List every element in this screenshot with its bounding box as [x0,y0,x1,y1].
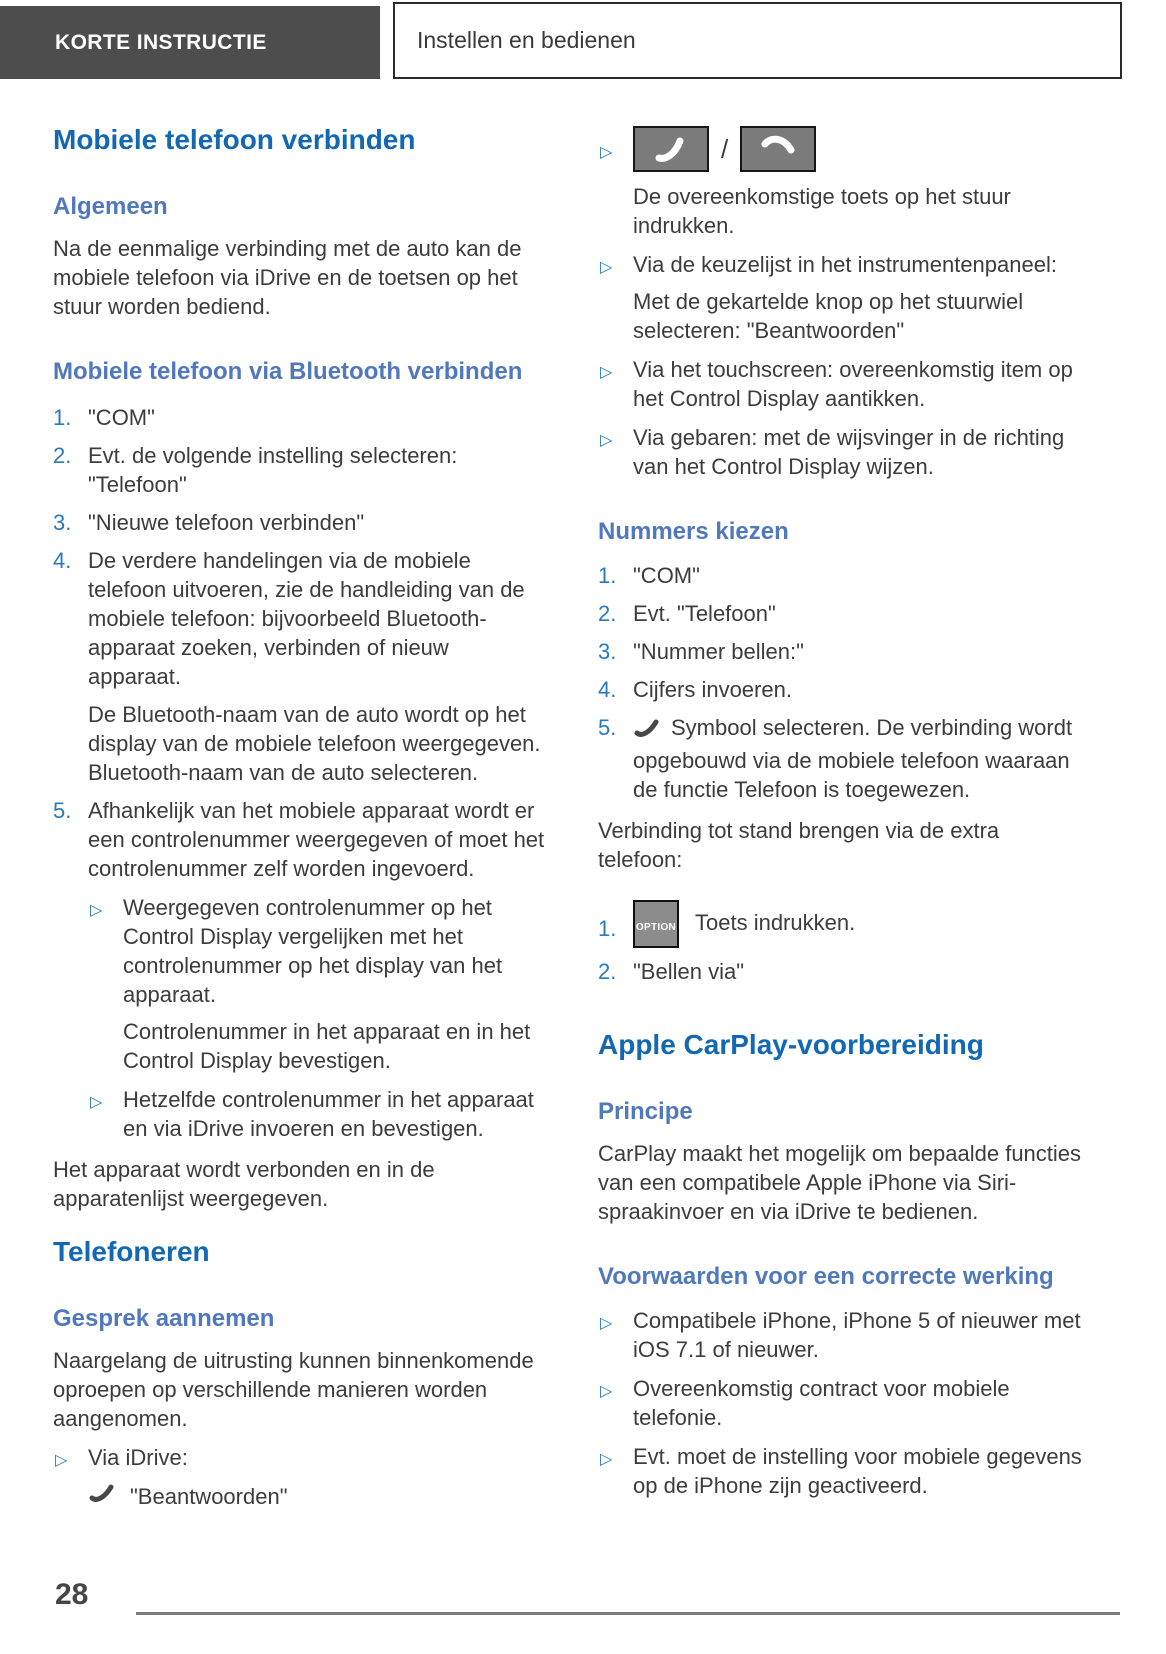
left-column [53,108,545,1511]
step-item [598,637,1088,666]
step-number: 4. [53,548,72,573]
heading-mobile-phone-connect: Mobiele telefoon verbinden [53,124,416,155]
step-text: Evt. "Telefoon" [633,601,776,626]
triangle-bullet-icon: ▷ [600,1383,613,1400]
header-section-label: Instellen en bedienen [417,27,636,53]
step-item [598,599,1088,628]
phone-receiver-icon [633,717,661,746]
bullet-text: Overeenkomstig contract voor mobiele telefonie. [633,1376,1010,1430]
option-key-image [633,900,679,948]
phone-end-icon [756,133,800,165]
heading-requirements: Voorwaarden voor een correcte werking [598,1263,1054,1290]
sub-bullet-item [88,893,545,1075]
heading-principle: Principe [598,1098,693,1125]
bullet-text: Via iDrive: [88,1445,188,1470]
header-section-box [393,2,1122,79]
step-text: "Bellen via" [633,959,745,984]
sub-bullet-item [88,1085,545,1143]
step-number: 3. [598,639,617,664]
paragraph-general: Na de eenmalige verbinding met de auto kan de mobiele telefoon via iDrive en de toetsen op het stuur worden bediend. [53,236,522,319]
step-text: "Nummer bellen:" [633,639,804,664]
phone-end-button-image [740,126,816,172]
sub-bullet-text: Weergegeven controlenummer op het Control Display vergelijken met het controlenummer op het display van het apparaat. [123,895,503,1007]
bullet-touchscreen [598,355,1088,413]
step-item [598,713,1088,804]
steering-button-row [633,124,1088,174]
step-item [598,957,1088,986]
header-chapter-label: KORTE INSTRUCTIE [55,30,267,54]
triangle-bullet-icon: ▷ [90,1094,103,1111]
bullet-item [598,1374,1088,1432]
step-number: 2. [598,959,617,984]
step-text: "COM" [88,405,155,430]
triangle-bullet-icon: ▷ [600,1451,613,1468]
triangle-bullet-icon: ▷ [600,1315,613,1332]
triangle-bullet-icon: ▷ [55,1452,68,1469]
step-extra-text: De Bluetooth-naam van de auto wordt op het display van de mobiele telefoon weergegeven. Bluetooth-naam van de auto selecteren. [88,702,541,785]
phone-accept-button-image [633,126,709,172]
step-text [633,713,1088,804]
step-number: 1. [598,916,617,941]
heading-carplay: Apple CarPlay-voorbereiding [598,1029,984,1060]
step-text [633,900,1088,948]
step-sub-bullets [88,893,545,1143]
step-number: 5. [598,715,617,740]
step-text: "COM" [633,563,700,588]
option-steps [598,900,1088,986]
sub-bullet-extra-text: Controlenummer in het apparaat en in het Control Display bevestigen. [123,1019,531,1073]
requirement-bullets [598,1306,1088,1500]
heading-answer-call: Gesprek aannemen [53,1305,275,1332]
triangle-bullet-icon: ▷ [600,364,613,381]
step-text: Evt. de volgende instelling selecteren: "Telefoon" [88,443,458,497]
step-text: De verdere handelingen via de mobiele telefoon uitvoeren, zie de handleiding van de mobiele telefoon: bijvoorbeeld Bluetooth-apparaat zoeken, verbinden of nieuw apparaat. [88,548,525,689]
answer-option-row [53,1482,545,1511]
bullet-text: Via het touchscreen: overeenkomstig item op het Control Display aantikken. [633,357,1073,411]
bullet-text: Compatibele iPhone, iPhone 5 of nieuwer met iOS 7.1 of nieuwer. [633,1308,1081,1362]
step-number: 1. [53,405,72,430]
step-item [598,675,1088,704]
triangle-bullet-icon: ▷ [600,432,613,449]
paragraph-answer-call: Naargelang de uitrusting kunnen binnenkomende oproepen op verschillende manieren worden aangenomen. [53,1348,534,1431]
triangle-bullet-icon: ▷ [600,144,613,161]
bullet-instrument-panel [598,250,1088,345]
step-number: 4. [598,677,617,702]
bullet-text: Via de keuzelijst in het instrumentenpaneel: [633,252,1057,277]
footer-divider-line [136,1612,1120,1615]
heading-dial-numbers: Nummers kiezen [598,518,789,545]
step-number: 2. [53,443,72,468]
step-item [53,796,545,1143]
bullet-text: De overeenkomstige toets op het stuur indrukken. [633,184,1011,238]
step-text-label: Symbool selecteren. De verbinding wordt opgebouwd via de mobiele telefoon waaraan de functie Telefoon is toegewezen. [633,715,1073,802]
bluetooth-steps [53,403,545,1143]
paragraph-extra-phone: Verbinding tot stand brengen via de extra telefoon: [598,818,1000,872]
triangle-bullet-icon: ▷ [90,902,103,919]
sub-bullet-text: Hetzelfde controlenummer in het apparaat en via iDrive invoeren en bevestigen. [123,1087,534,1141]
dial-steps [598,561,1088,804]
header-chapter-badge [0,6,380,79]
answer-option-label: "Beantwoorden" [130,1484,288,1509]
step-item [53,403,545,432]
heading-general: Algemeen [53,193,168,220]
button-divider: / [721,133,729,164]
paragraph-device-connected: Het apparaat wordt verbonden en in de apparatenlijst weergegeven. [53,1157,435,1211]
step-number: 1. [598,563,617,588]
step-item [598,900,1088,948]
triangle-bullet-icon: ▷ [600,259,613,276]
page-number: 28 [55,1578,89,1611]
bullet-item [598,1442,1088,1500]
step-item [53,441,545,499]
phone-accept-icon [649,133,693,165]
step-number: 3. [53,510,72,535]
paragraph-principle: CarPlay maakt het mogelijk om bepaalde functies van een compatibele Apple iPhone via Siri-spraakinvoer en via iDrive te bedienen. [598,1141,1082,1224]
step-item [53,546,545,787]
step-number: 2. [598,601,617,626]
step-item [598,561,1088,590]
bullet-gestures [598,423,1088,481]
heading-telephoning: Telefoneren [53,1236,210,1267]
heading-bluetooth-connect: Mobiele telefoon via Bluetooth verbinden [53,358,523,385]
right-column [598,108,1088,1500]
bullet-item [598,1306,1088,1364]
bullet-text: Via gebaren: met de wijsvinger in de richting van het Control Display wijzen. [633,425,1065,479]
step-number: 5. [53,798,72,823]
step-item [53,508,545,537]
step-text: Cijfers invoeren. [633,677,792,702]
bullet-text: Evt. moet de instelling voor mobiele gegevens op de iPhone zijn geactiveerd. [633,1444,1082,1498]
step-text-label: Toets indrukken. [695,909,856,935]
phone-receiver-icon [88,1482,116,1511]
bullet-via-idrive [53,1443,545,1472]
option-key-label: OPTION [635,922,677,933]
bullet-extra-text: Met de gekartelde knop op het stuurwiel selecteren: "Beantwoorden" [633,289,1024,343]
bullet-steering-buttons [598,124,1088,240]
step-text: "Nieuwe telefoon verbinden" [88,510,365,535]
step-text: Afhankelijk van het mobiele apparaat wordt er een controlenummer weergegeven of moet het controlenummer zelf worden ingevoerd. [88,798,545,881]
